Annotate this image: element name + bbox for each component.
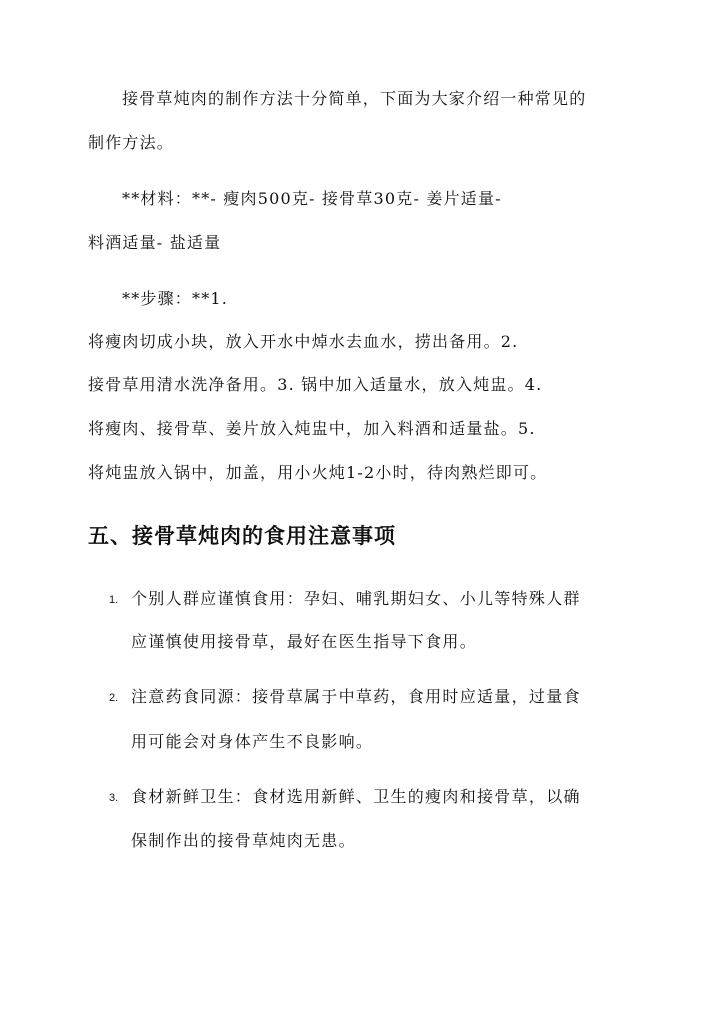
section-heading: 五、接骨草炖肉的食用注意事项: [88, 524, 396, 548]
list-item-line-1: 食材新鲜卫生：食材选用新鲜、卫生的瘦肉和接骨草，以确: [131, 787, 581, 806]
steps-line-1: **步骤：**1.: [122, 289, 229, 308]
list-number: 1.: [109, 594, 119, 606]
intro-line-1: 接骨草炖肉的制作方法十分简单，下面为大家介绍一种常见的: [122, 89, 587, 108]
intro-line-2: 制作方法。: [88, 133, 175, 152]
steps-line-5: 将炖盅放入锅中，加盖，用小火炖1-2小时，待肉熟烂即可。: [88, 463, 548, 482]
list-number: 2.: [109, 692, 119, 704]
list-item-line-2: 用可能会对身体产生不良影响。: [131, 732, 374, 751]
list-item-line-1: 注意药食同源：接骨草属于中草药，食用时应适量，过量食: [131, 687, 581, 706]
materials-line-2: 料酒适量- 盐适量: [88, 233, 222, 252]
materials-line-1: **材料：**- 瘦肉500克- 接骨草30克- 姜片适量-: [122, 189, 502, 208]
list-item-line-2: 应谨慎使用接骨草，最好在医生指导下食用。: [131, 632, 478, 651]
steps-line-3: 接骨草用清水洗净备用。3. 锅中加入适量水，放入炖盅。4.: [88, 375, 543, 394]
steps-line-4: 将瘦肉、接骨草、姜片放入炖盅中，加入料酒和适量盐。5.: [88, 419, 536, 438]
list-item-line-2: 保制作出的接骨草炖肉无患。: [131, 831, 356, 850]
list-item-line-1: 个别人群应谨慎食用：孕妇、哺乳期妇女、小儿等特殊人群: [131, 589, 581, 608]
steps-line-2: 将瘦肉切成小块，放入开水中焯水去血水，捞出备用。2.: [88, 332, 519, 351]
list-number: 3.: [109, 792, 119, 804]
